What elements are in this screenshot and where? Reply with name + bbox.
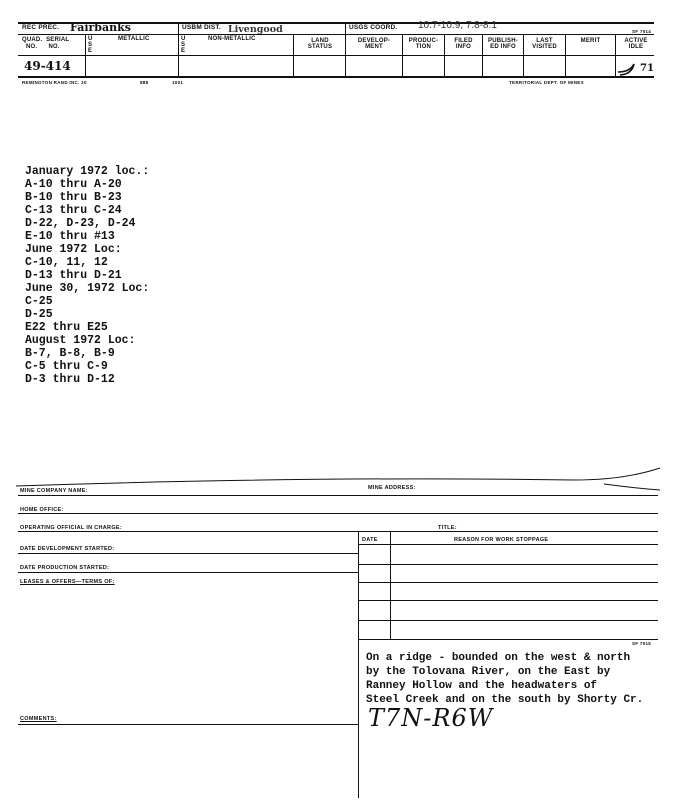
filed-info-label: FILED INFO <box>454 38 473 51</box>
metallic-use-prefix: U S E <box>88 36 93 54</box>
printer-num-2: 1001 <box>172 80 184 85</box>
list-item: C-13 thru C-24 <box>25 204 122 217</box>
list-item: E-10 thru #13 <box>25 230 115 243</box>
mine-address-label: MINE ADDRESS: <box>368 485 416 491</box>
list-item: D-3 thru D-12 <box>25 373 115 386</box>
list-item: C-10, 11, 12 <box>25 256 108 269</box>
form-code-bottom: SF 7015 <box>632 641 652 646</box>
usgs-coord-value: 10.7-10.9, 7.8-8.1 <box>418 20 497 31</box>
list-item: June 30, 1972 Loc: <box>25 282 150 295</box>
usbm-dist-value: Livengood <box>228 24 283 35</box>
usbm-dist-label: USBM DIST. <box>182 24 221 31</box>
printer-num-1: 888 <box>140 80 149 85</box>
title-label: TITLE: <box>438 525 457 531</box>
home-office-label: HOME OFFICE: <box>20 507 64 513</box>
list-item: B-7, B-8, B-9 <box>25 347 115 360</box>
form-separator <box>14 466 664 494</box>
mine-company-name-label: MINE COMPANY NAME: <box>20 488 88 494</box>
checkmark-mark <box>612 58 642 78</box>
list-item: June 1972 Loc: <box>25 243 122 256</box>
quad-serial-value: 49-414 <box>24 59 71 73</box>
production-label: PRODUC- TION <box>408 38 439 51</box>
merit-label: MERIT <box>580 38 601 44</box>
printer-line: REMINGTON RAND INC. 20 <box>22 80 87 85</box>
date-production-started-label: DATE PRODUCTION STARTED: <box>20 565 110 571</box>
list-item: B-10 thru B-23 <box>25 191 122 204</box>
handwritten-township-note: T7N-R6W <box>368 704 494 732</box>
list-item: D-22, D-23, D-24 <box>25 217 136 230</box>
form-code-top: SF 7014 <box>632 29 652 34</box>
non-metallic-use-prefix: U S E <box>181 36 186 54</box>
active-idle-value: 71 <box>640 63 654 74</box>
comments-label: COMMENTS: <box>20 716 57 722</box>
list-item: D-25 <box>25 308 53 321</box>
list-item: January 1972 loc.: <box>25 165 150 178</box>
metallic-label: METALLIC <box>118 36 150 42</box>
list-item: C-5 thru C-9 <box>25 360 108 373</box>
list-item: August 1972 Loc: <box>25 334 136 347</box>
leases-offers-label: LEASES & OFFERS—TERMS OF: <box>20 579 115 585</box>
development-label: DEVELOP- MENT <box>357 38 391 51</box>
reason-column-header: REASON FOR WORK STOPPAGE <box>454 537 549 543</box>
rec-prec-value: Fairbanks <box>70 21 131 34</box>
quad-serial-label-2: NO. NO. <box>26 44 60 50</box>
list-item: C-25 <box>25 295 53 308</box>
dept-line: TERRITORIAL DEPT. OF MINES <box>509 80 584 85</box>
usgs-coord-label: USGS COORD. <box>349 24 398 31</box>
date-column-header: DATE <box>362 537 378 543</box>
list-item: E22 thru E25 <box>25 321 108 334</box>
published-info-label: PUBLISH- ED INFO <box>488 38 518 51</box>
operating-official-label: OPERATING OFFICIAL IN CHARGE: <box>20 525 122 531</box>
list-item: D-13 thru D-21 <box>25 269 122 282</box>
rec-prec-label: REC PREC. <box>22 24 60 31</box>
active-idle-label: ACTIVE IDLE <box>624 38 648 51</box>
claims-location-list <box>25 165 149 386</box>
land-status-label: LAND STATUS <box>307 38 333 51</box>
list-item: A-10 thru A-20 <box>25 178 122 191</box>
date-development-started-label: DATE DEVELOPMENT STARTED: <box>20 546 115 552</box>
quad-serial-label-1: QUAD. SERIAL <box>22 37 70 43</box>
location-description: On a ridge - bounded on the west & north by the Tolovana River, on the East by Ranney Hollow and the headwaters of Steel Creek and on the south by Shorty Cr. <box>366 652 644 706</box>
non-metallic-label: NON-METALLIC <box>208 36 256 42</box>
last-visited-label: LAST VISITED <box>532 38 557 51</box>
